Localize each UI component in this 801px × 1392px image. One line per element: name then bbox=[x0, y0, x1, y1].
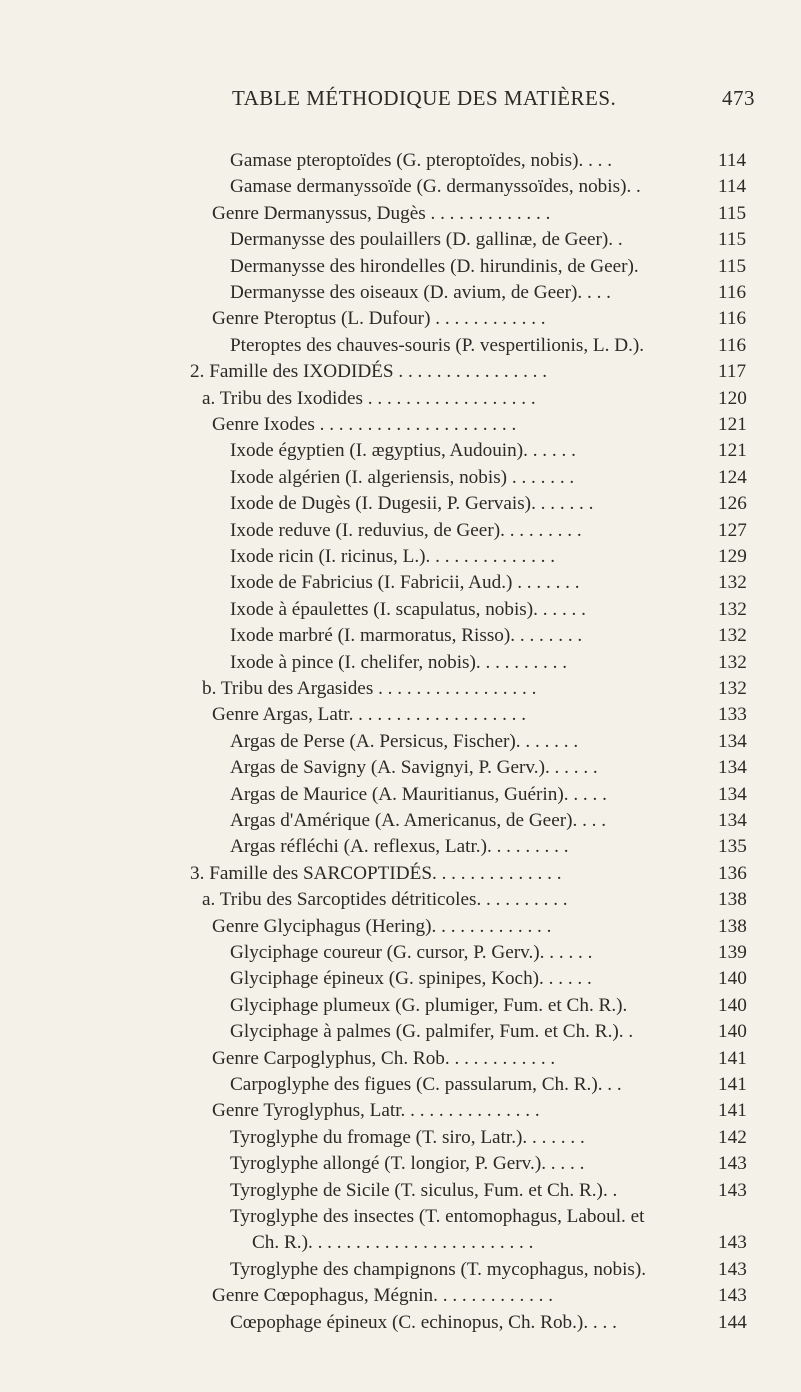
toc-entry-page: 139 bbox=[718, 942, 747, 963]
toc-entry-text: Tyroglyphe du fromage (T. siro, Latr.). . . . . . . bbox=[230, 1126, 585, 1148]
toc-entry-page: 134 bbox=[718, 783, 747, 805]
toc-entry-page: 127 bbox=[718, 519, 747, 541]
toc-entry bbox=[0, 386, 801, 412]
toc-entry-page: 115 bbox=[718, 255, 747, 277]
toc-entry-page: 129 bbox=[718, 546, 747, 567]
toc-entry-page: 141 bbox=[718, 1074, 747, 1095]
toc-entry-text: 2. Famille des IXODIDÉS . . . . . . . . . . . . . . . . bbox=[190, 361, 548, 383]
toc-entry bbox=[0, 544, 801, 570]
toc-entry-text: Argas réfléchi (A. reflexus, Latr.). . . . . . . . . bbox=[230, 836, 569, 858]
toc-entry-text: Ixode à épaulettes (I. scapulatus, nobis). . . . . . bbox=[230, 598, 586, 620]
toc-entry bbox=[0, 1257, 801, 1283]
toc-entry-text: Genre Carpoglyphus, Ch. Rob. . . . . . . . . . . . bbox=[212, 1047, 556, 1069]
toc-entry-page: 132 bbox=[718, 651, 747, 673]
toc-entry-text: Dermanysse des oiseaux (D. avium, de Geer). . . . bbox=[230, 282, 611, 303]
toc-entry bbox=[0, 808, 801, 834]
toc-entry-page: 114 bbox=[718, 176, 747, 198]
toc-entry-text: Genre Ixodes . . . . . . . . . . . . . . . . . . . . . bbox=[212, 414, 517, 435]
toc-entry-text: Ixode algérien (I. algeriensis, nobis) . . . . . . . bbox=[230, 466, 575, 488]
toc-entry bbox=[0, 1204, 801, 1230]
toc-entry bbox=[0, 782, 801, 808]
toc-entry-text: a. Tribu des Sarcoptides détriticoles. . . . . . . . . . bbox=[202, 889, 568, 911]
toc-entry-text: Genre Tyroglyphus, Latr. . . . . . . . . . . . . . . bbox=[212, 1100, 540, 1122]
toc-entry-text: Tyroglyphe des insectes (T. entomophagus, Laboul. et bbox=[230, 1206, 645, 1227]
toc-entry-page: 115 bbox=[718, 229, 747, 251]
toc-entry bbox=[0, 1283, 801, 1309]
toc-entry-text: Glyciphage à palmes (G. palmifer, Fum. et Ch. R.). . bbox=[230, 1021, 634, 1043]
toc-entry bbox=[0, 966, 801, 992]
toc-entry-page: 116 bbox=[718, 282, 747, 303]
toc-entry-text: Genre Argas, Latr. . . . . . . . . . . . . . . . . . . bbox=[212, 704, 527, 726]
toc-entry-text: Genre Cœpophagus, Mégnin. . . . . . . . . . . . . bbox=[212, 1285, 554, 1307]
toc-entry bbox=[0, 597, 801, 623]
toc-entry bbox=[0, 518, 801, 544]
toc-entry bbox=[0, 1046, 801, 1072]
toc-entry-page: 121 bbox=[718, 414, 747, 435]
toc-entry-page: 132 bbox=[718, 598, 747, 620]
toc-entry bbox=[0, 834, 801, 860]
toc-entry-page: 132 bbox=[718, 625, 747, 647]
toc-entry bbox=[0, 1151, 801, 1177]
toc-entry bbox=[0, 676, 801, 702]
toc-entry bbox=[0, 623, 801, 649]
toc-entry-text: Ixode ricin (I. ricinus, L.). . . . . . . . . . . . . . bbox=[230, 546, 556, 567]
toc-entry-page: 133 bbox=[718, 704, 747, 726]
toc-entry bbox=[0, 333, 801, 359]
toc-entry bbox=[0, 887, 801, 913]
toc-entry-text: Genre Pteroptus (L. Dufour) . . . . . . . . . . . . bbox=[212, 308, 546, 330]
toc-entry bbox=[0, 1072, 801, 1098]
toc-entry-text: Glyciphage coureur (G. cursor, P. Gerv.). . . . . . bbox=[230, 942, 593, 963]
toc-entry-text: Pteroptes des chauves-souris (P. vespertilionis, L. D.). bbox=[230, 334, 645, 356]
toc-entry bbox=[0, 1125, 801, 1151]
toc-entry bbox=[0, 914, 801, 940]
toc-entry-page: 115 bbox=[718, 202, 747, 224]
toc-entry-page: 124 bbox=[718, 466, 747, 488]
toc-entry-page: 138 bbox=[718, 915, 747, 937]
toc-entry-text: Tyroglyphe allongé (T. longior, P. Gerv.). . . . . bbox=[230, 1153, 585, 1175]
toc-entry-page: 134 bbox=[718, 757, 747, 779]
toc-entry-page: 126 bbox=[718, 493, 747, 515]
toc-entry-text: Carpoglyphe des figues (C. passularum, Ch. R.). . . bbox=[230, 1074, 622, 1095]
toc-entry-page: 140 bbox=[718, 968, 747, 990]
toc-entry bbox=[0, 254, 801, 280]
toc-entry bbox=[0, 861, 801, 887]
toc-entry-text: Argas de Maurice (A. Mauritianus, Guérin). . . . . bbox=[230, 783, 607, 805]
toc-entry bbox=[0, 438, 801, 464]
toc-entry-page: 141 bbox=[718, 1100, 747, 1122]
toc-entry bbox=[0, 412, 801, 438]
page-title: TABLE MÉTHODIQUE DES MATIÈRES. bbox=[232, 86, 617, 110]
toc-entry-text: Gamase pteroptoïdes (G. pteroptoïdes, nobis). . . . bbox=[230, 150, 613, 171]
toc-entry-text: Glyciphage plumeux (G. plumiger, Fum. et Ch. R.). bbox=[230, 994, 628, 1016]
toc-entry-text: a. Tribu des Ixodides . . . . . . . . . . . . . . . . . . bbox=[202, 387, 536, 409]
toc-entry-page: 116 bbox=[718, 334, 747, 356]
toc-entry-page: 143 bbox=[718, 1285, 747, 1307]
toc-entry-page: 116 bbox=[718, 308, 747, 330]
toc-entry-page: 143 bbox=[718, 1179, 747, 1201]
toc-entry-text: Gamase dermanyssoïde (G. dermanyssoïdes, nobis). . bbox=[230, 176, 641, 198]
toc-entry-page: 142 bbox=[718, 1126, 747, 1148]
toc-entry-page: 138 bbox=[718, 889, 747, 911]
toc-entry bbox=[0, 1178, 801, 1204]
toc-entry-text: Argas d'Amérique (A. Americanus, de Geer). . . . bbox=[230, 810, 607, 831]
toc-entry bbox=[0, 280, 801, 306]
toc-entry-text: Tyroglyphe des champignons (T. mycophagus, nobis). bbox=[230, 1258, 647, 1280]
toc-entry-text: Cœpophage épineux (C. echinopus, Ch. Rob.). . . . bbox=[230, 1311, 617, 1333]
toc-entry bbox=[0, 650, 801, 676]
toc-entry bbox=[0, 148, 801, 174]
toc-entry-text: Genre Glyciphagus (Hering). . . . . . . . . . . . . bbox=[212, 915, 552, 937]
toc-entry-text: Ixode marbré (I. marmoratus, Risso). . . . . . . . bbox=[230, 625, 583, 647]
toc-entry-page: 114 bbox=[718, 150, 747, 171]
toc-entry-text: Glyciphage épineux (G. spinipes, Koch). . . . . . bbox=[230, 968, 592, 990]
toc-entry bbox=[0, 1098, 801, 1124]
toc-entry bbox=[0, 570, 801, 596]
toc-entry-text: Argas de Savigny (A. Savignyi, P. Gerv.). . . . . . bbox=[230, 757, 598, 779]
toc-entry-text: Ixode reduve (I. reduvius, de Geer). . . . . . . . . bbox=[230, 519, 582, 541]
toc-entry bbox=[0, 993, 801, 1019]
toc-entry bbox=[0, 755, 801, 781]
toc-entry bbox=[0, 1310, 801, 1336]
toc-entry bbox=[0, 306, 801, 332]
toc-entry-page: 135 bbox=[718, 836, 747, 858]
toc-entry bbox=[0, 1019, 801, 1045]
toc-entry-text: Dermanysse des poulaillers (D. gallinæ, de Geer). . bbox=[230, 229, 623, 251]
toc-entry-text: Tyroglyphe de Sicile (T. siculus, Fum. et Ch. R.). . bbox=[230, 1179, 618, 1201]
toc-entry bbox=[0, 1230, 801, 1256]
page-number: 473 bbox=[722, 86, 755, 110]
toc-entry-page: 143 bbox=[718, 1153, 747, 1175]
toc-entry-text: b. Tribu des Argasides . . . . . . . . . . . . . . . . . bbox=[202, 678, 537, 699]
toc-entry bbox=[0, 174, 801, 200]
toc-entry bbox=[0, 201, 801, 227]
toc-entry bbox=[0, 702, 801, 728]
toc-entry-text: 3. Famille des SARCOPTIDÉS. . . . . . . . . . . . . . bbox=[190, 862, 562, 884]
toc-entry-page: 140 bbox=[718, 994, 747, 1016]
toc-entry-page: 134 bbox=[718, 730, 747, 752]
toc-entry-page: 134 bbox=[718, 810, 747, 831]
toc-entry-page: 141 bbox=[718, 1047, 747, 1069]
toc-entry-text: Ixode de Fabricius (I. Fabricii, Aud.) . . . . . . . bbox=[230, 572, 580, 594]
toc-entry-page: 143 bbox=[718, 1258, 747, 1280]
toc-entry-page: 117 bbox=[718, 361, 747, 383]
toc-entry-page: 132 bbox=[718, 572, 747, 594]
toc-entry-text: Genre Dermanyssus, Dugès . . . . . . . . . . . . . bbox=[212, 202, 551, 224]
toc-entry bbox=[0, 491, 801, 517]
toc-entry-text: Ixode égyptien (I. ægyptius, Audouin). . . . . . bbox=[230, 440, 576, 462]
toc-entry-text: Ixode à pince (I. chelifer, nobis). . . . . . . . . . bbox=[230, 651, 568, 673]
toc-entry-page: 136 bbox=[718, 862, 747, 884]
toc-entry-text: Dermanysse des hirondelles (D. hirundinis, de Geer). bbox=[230, 255, 639, 277]
toc-entry-text: Ixode de Dugès (I. Dugesii, P. Gervais). . . . . . . bbox=[230, 493, 594, 515]
toc-entry-page: 140 bbox=[718, 1021, 747, 1043]
toc-entry-text: Ch. R.). . . . . . . . . . . . . . . . . . . . . . . . bbox=[252, 1232, 534, 1254]
toc-entry-page: 132 bbox=[718, 678, 747, 699]
toc-entry bbox=[0, 359, 801, 385]
toc-entry bbox=[0, 227, 801, 253]
toc-entry-page: 120 bbox=[718, 387, 747, 409]
toc-entry-text: Argas de Perse (A. Persicus, Fischer). . . . . . . bbox=[230, 730, 579, 752]
toc-entry-page: 144 bbox=[718, 1311, 747, 1333]
toc-entry-page: 143 bbox=[718, 1232, 747, 1254]
toc-entry bbox=[0, 729, 801, 755]
toc-entry bbox=[0, 465, 801, 491]
toc-entry bbox=[0, 940, 801, 966]
toc-entry-page: 121 bbox=[718, 440, 747, 462]
